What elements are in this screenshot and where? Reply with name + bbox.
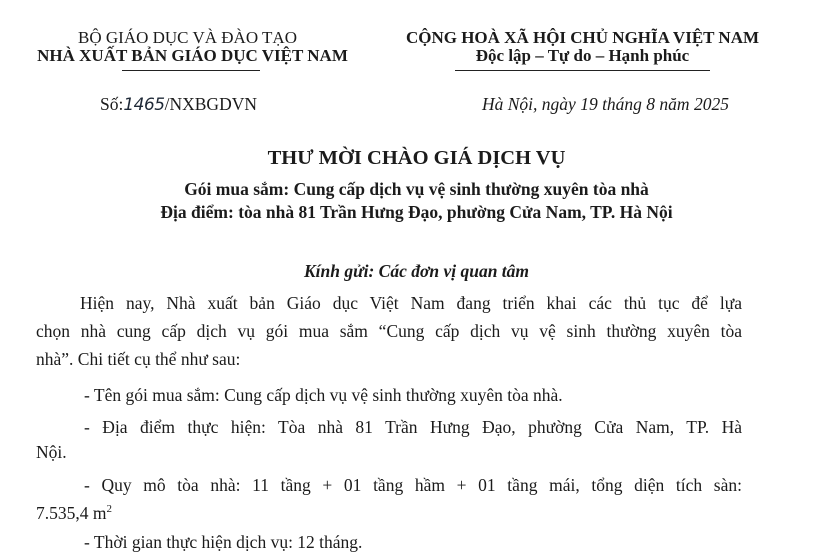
place-date: Hà Nội, ngày 19 tháng 8 năm 2025 xyxy=(482,94,729,114)
intro-line-1: Hiện nay, Nhà xuất bản Giáo dục Việt Nam đang triển khai các thủ tục để lựa xyxy=(80,293,742,313)
location-subtitle: Địa điểm: tòa nhà 81 Trần Hưng Đạo, phường Cửa Nam, TP. Hà Nội xyxy=(160,202,673,222)
number-suffix: /NXBGDVN xyxy=(164,94,257,114)
motto-underline xyxy=(455,70,710,71)
country-name: CỘNG HOÀ XÃ HỘI CHỦ NGHĨA VIỆT NAM xyxy=(405,28,760,47)
national-motto: Độc lập – Tự do – Hạnh phúc xyxy=(475,46,690,65)
item-location-line-1: - Địa điểm thực hiện: Tòa nhà 81 Trần Hưng Đạo, phường Cửa Nam, TP. Hà xyxy=(84,417,742,437)
publisher-underline xyxy=(122,70,260,71)
floor-area-unit-exponent: 2 xyxy=(106,503,112,515)
package-subtitle: Gói mua sắm: Cung cấp dịch vụ vệ sinh thường xuyên tòa nhà xyxy=(184,179,649,199)
salutation: Kính gửi: Các đơn vị quan tâm xyxy=(303,261,530,281)
number-prefix: Số: xyxy=(100,94,124,114)
ministry-name: BỘ GIÁO DỤC VÀ ĐÀO TẠO xyxy=(78,28,297,47)
intro-line-3: nhà”. Chi tiết cụ thể như sau: xyxy=(36,349,241,369)
item-scale-line-2 xyxy=(36,497,112,525)
floor-area-value: 7.535,4 m xyxy=(36,502,107,523)
intro-line-2: chọn nhà cung cấp dịch vụ gói mua sắm “Cung cấp dịch vụ vệ sinh thường xuyên tòa xyxy=(36,321,742,341)
item-location-line-2: Nội. xyxy=(36,442,67,462)
item-scale-line-1: - Quy mô tòa nhà: 11 tầng + 01 tầng hầm + 01 tầng mái, tổng diện tích sàn: xyxy=(84,475,742,495)
publisher-name: NHÀ XUẤT BẢN GIÁO DỤC VIỆT NAM xyxy=(37,46,348,65)
item-package-name: - Tên gói mua sắm: Cung cấp dịch vụ vệ sinh thường xuyên tòa nhà. xyxy=(84,385,563,405)
document-number xyxy=(100,92,257,117)
item-duration: - Thời gian thực hiện dịch vụ: 12 tháng. xyxy=(84,532,363,552)
handwritten-number: 1465 xyxy=(123,95,165,115)
document-title: THƯ MỜI CHÀO GIÁ DỊCH VỤ xyxy=(267,147,566,169)
